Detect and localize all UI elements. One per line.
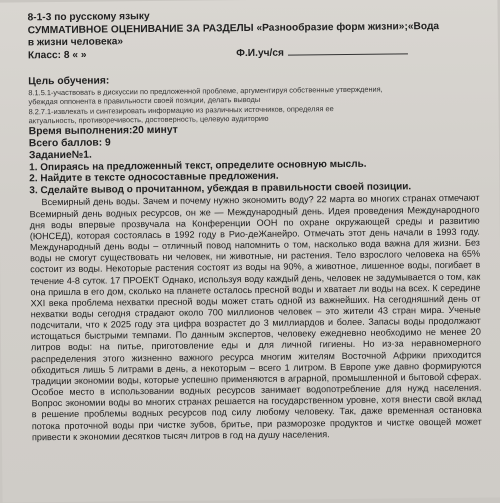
goal-item: 8.2.7.1-извлекать и синтезировать информацию из различных источников, определяя ее bbox=[28, 102, 478, 116]
reading-passage bbox=[29, 193, 482, 443]
score-label: Всего баллов: 9 bbox=[29, 133, 479, 150]
student-name-field bbox=[236, 46, 408, 60]
goal-item: убеждая оппонента в правильности своей позиции, делать выводы bbox=[28, 93, 478, 107]
task-item: 1. Опираясь на предложенный текст, определите основную мысль. bbox=[29, 157, 479, 173]
subject-line: 8-1-3 по русскому языку bbox=[27, 8, 477, 25]
goal-item: 8.1.5.1-участвовать в дискуссии по предложенной проблеме, аргументируя собственные утверждения, bbox=[28, 84, 478, 98]
task-item: 2. Найдите в тексте односоставные предложения. bbox=[29, 169, 479, 185]
passage-text: Всемирный день воды. Зачем и почему нужно экономить воду? 22 марта во многих странах отмечают Всемирный день водных ресурсов, он же — Международный день. Идея проведения Международного дня воды впервые прозвучала на Конференции ООН по охране окружающей среды и развитию (ЮНСЕД), которая состоялась в 1992 году в Рио-деЖанейро. Отмечать этот день начали в 1993 году. Международный день воды – отличный повод напомнить о том, насколько вода важна для жизни. Без воды не смогут существовать ни человек, ни животные, ни растения. Тело взрослого человека на 65% состоит из воды. Некоторые растения состоят из воды на 90%, а животное, лишенное воды, погибает в течение 4-8 суток. 17 ПРОЕКТ Однако, используя воду каждый день, человек не задумывается о том, как она пришла в его дом, сколько на планете осталось пресной воды и хватает ли воды на всех. К середине XXI века проблема нехватки пресной воды может стать одной из важнейших. На сегодняшний день от нехватки воды сегодня страдают около 700 миллионов человек – это жители 43 стран мира. Ученые подсчитали, что к 2025 году эта цифра возрастет до 3 миллиардов и более. Запасы воды продолжают истощаться быстрыми темпами. По данным экспертов, человеку ежедневно необходимо не менее 20 литров воды: на питье, приготовление еды и для личной гигиены. Но из-за неравномерного распределения этого жизненно важного ресурса многим жителям Восточной Африки приходится обходиться лишь 5 литрами в день, а некоторым – всего 1 литром. В Европе уже давно формируются традиции экономии воды, которые успешно применяются в аграрной, промышленной и бытовой сферах. Особое место в использовании водных ресурсов занимает водопотребление для нужд населения. Вопрос экономии воды во многих странах решается на государственном уровне, хотя внести свой вклад в решение проблемы водных ресурсов под силу любому человеку. Так, даже временная остановка потока проточной воды при чистке зубов, бритье, при разморозке продуктов и чистке овощей может привести к экономии десятков тысяч литров в год на душу населения. bbox=[30, 193, 482, 442]
class-label: Класс: 8 « » bbox=[28, 49, 87, 62]
task-title: Задание№1. bbox=[29, 145, 479, 162]
assessment-title: СУММАТИВНОЕ ОЦЕНИВАНИЕ ЗА РАЗДЕЛЫ «Разнообразие форм жизни»;«Вода bbox=[28, 20, 478, 37]
goal-item: актуальность, противоречивость, достоверность, целевую аудиторию bbox=[29, 112, 479, 126]
assessment-title-cont: в жизни человека» bbox=[28, 33, 478, 50]
goal-title: Цель обучения: bbox=[28, 72, 478, 89]
fio-blank-line bbox=[288, 53, 408, 55]
fio-label: Ф.И.уч/ся bbox=[236, 47, 284, 58]
task-item: 3. Сделайте вывод о прочитанном, убеждая в правильности своей позиции. bbox=[29, 180, 479, 196]
document-header bbox=[27, 8, 477, 63]
time-label: Время выполнения:20 минут bbox=[29, 121, 479, 138]
